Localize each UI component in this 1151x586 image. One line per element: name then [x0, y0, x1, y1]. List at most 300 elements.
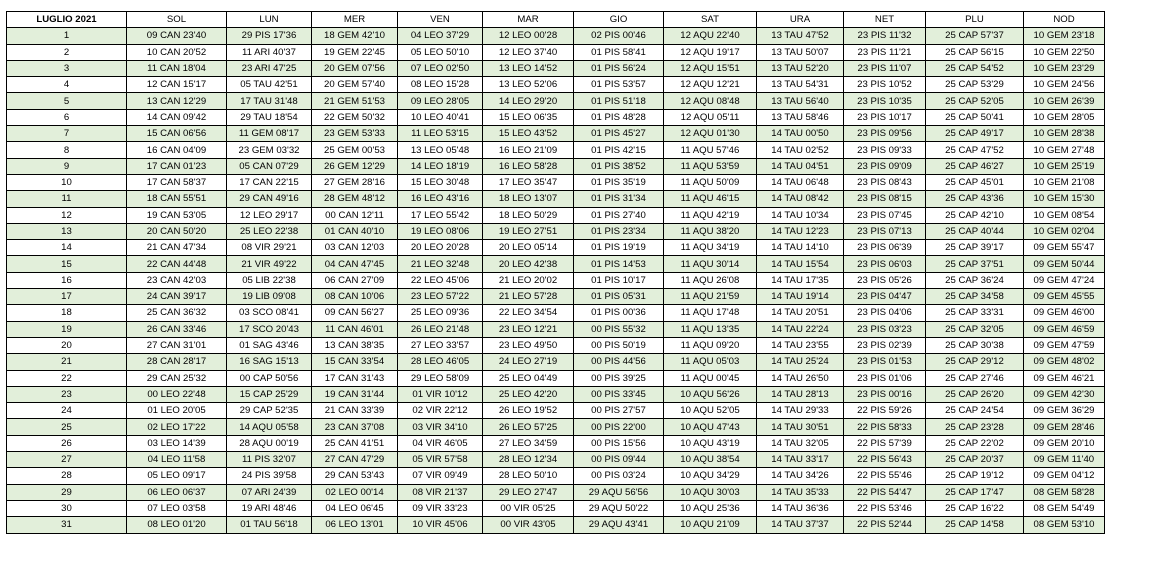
- table-cell[interactable]: 15 CAN 33'54: [312, 354, 398, 370]
- table-cell[interactable]: 17 CAN 58'37: [127, 174, 227, 190]
- header-ven[interactable]: VEN: [398, 12, 483, 28]
- table-cell[interactable]: 18 LEO 13'07: [483, 191, 574, 207]
- day-cell[interactable]: 30: [7, 500, 127, 516]
- day-cell[interactable]: 31: [7, 517, 127, 533]
- table-cell[interactable]: 16 SAG 15'13: [227, 354, 312, 370]
- table-cell[interactable]: 01 PIS 53'57: [574, 77, 664, 93]
- table-cell[interactable]: 29 CAN 53'43: [312, 468, 398, 484]
- table-cell[interactable]: 13 CAN 38'35: [312, 337, 398, 353]
- table-cell[interactable]: 25 CAP 23'28: [926, 419, 1024, 435]
- table-cell[interactable]: 14 TAU 12'23: [757, 223, 844, 239]
- table-cell[interactable]: 14 AQU 05'58: [227, 419, 312, 435]
- table-cell[interactable]: 00 PIS 44'56: [574, 354, 664, 370]
- table-cell[interactable]: 21 CAN 47'34: [127, 240, 227, 256]
- day-cell[interactable]: 15: [7, 256, 127, 272]
- table-cell[interactable]: 10 GEM 28'05: [1024, 109, 1105, 125]
- table-cell[interactable]: 25 CAN 36'32: [127, 305, 227, 321]
- day-cell[interactable]: 27: [7, 452, 127, 468]
- table-cell[interactable]: 23 PIS 04'47: [844, 289, 926, 305]
- table-cell[interactable]: 25 CAP 32'05: [926, 321, 1024, 337]
- day-cell[interactable]: 14: [7, 240, 127, 256]
- table-cell[interactable]: 07 ARI 24'39: [227, 484, 312, 500]
- table-cell[interactable]: 12 LEO 37'40: [483, 44, 574, 60]
- table-cell[interactable]: 25 CAP 26'20: [926, 386, 1024, 402]
- table-cell[interactable]: 11 AQU 38'20: [664, 223, 757, 239]
- table-cell[interactable]: 01 PIS 10'17: [574, 272, 664, 288]
- table-cell[interactable]: 10 GEM 22'50: [1024, 44, 1105, 60]
- header-ura[interactable]: URA: [757, 12, 844, 28]
- table-cell[interactable]: 23 PIS 09'09: [844, 158, 926, 174]
- table-cell[interactable]: 17 CAN 01'23: [127, 158, 227, 174]
- table-cell[interactable]: 01 SAG 43'46: [227, 337, 312, 353]
- table-cell[interactable]: 25 CAP 29'12: [926, 354, 1024, 370]
- table-cell[interactable]: 23 LEO 12'21: [483, 321, 574, 337]
- table-cell[interactable]: 19 LEO 27'51: [483, 223, 574, 239]
- day-cell[interactable]: 28: [7, 468, 127, 484]
- table-cell[interactable]: 14 LEO 18'19: [398, 158, 483, 174]
- table-cell[interactable]: 22 LEO 34'54: [483, 305, 574, 321]
- day-cell[interactable]: 2: [7, 44, 127, 60]
- table-cell[interactable]: 21 CAN 33'39: [312, 403, 398, 419]
- table-cell[interactable]: 01 PIS 14'53: [574, 256, 664, 272]
- table-cell[interactable]: 25 CAP 36'24: [926, 272, 1024, 288]
- table-cell[interactable]: 01 CAN 40'10: [312, 223, 398, 239]
- table-cell[interactable]: 23 PIS 04'06: [844, 305, 926, 321]
- day-cell[interactable]: 18: [7, 305, 127, 321]
- table-cell[interactable]: 23 PIS 11'21: [844, 44, 926, 60]
- table-cell[interactable]: 02 LEO 00'14: [312, 484, 398, 500]
- table-cell[interactable]: 23 GEM 03'32: [227, 142, 312, 158]
- day-cell[interactable]: 17: [7, 289, 127, 305]
- table-cell[interactable]: 19 ARI 48'46: [227, 500, 312, 516]
- table-cell[interactable]: 09 VIR 33'23: [398, 500, 483, 516]
- table-cell[interactable]: 23 ARI 47'25: [227, 60, 312, 76]
- table-cell[interactable]: 00 VIR 43'05: [483, 517, 574, 533]
- table-cell[interactable]: 00 PIS 09'44: [574, 452, 664, 468]
- table-cell[interactable]: 05 LEO 50'10: [398, 44, 483, 60]
- table-cell[interactable]: 25 CAP 45'01: [926, 174, 1024, 190]
- day-cell[interactable]: 10: [7, 174, 127, 190]
- table-cell[interactable]: 11 AQU 05'03: [664, 354, 757, 370]
- table-cell[interactable]: 10 GEM 21'08: [1024, 174, 1105, 190]
- table-cell[interactable]: 28 LEO 46'05: [398, 354, 483, 370]
- day-cell[interactable]: 1: [7, 28, 127, 44]
- table-cell[interactable]: 17 SCO 20'43: [227, 321, 312, 337]
- table-cell[interactable]: 08 GEM 54'49: [1024, 500, 1105, 516]
- table-cell[interactable]: 09 GEM 20'10: [1024, 435, 1105, 451]
- table-cell[interactable]: 09 GEM 47'59: [1024, 337, 1105, 353]
- day-cell[interactable]: 29: [7, 484, 127, 500]
- table-cell[interactable]: 28 LEO 12'34: [483, 452, 574, 468]
- table-cell[interactable]: 01 PIS 05'31: [574, 289, 664, 305]
- table-cell[interactable]: 13 TAU 54'31: [757, 77, 844, 93]
- table-cell[interactable]: 23 PIS 03'23: [844, 321, 926, 337]
- table-cell[interactable]: 11 GEM 08'17: [227, 126, 312, 142]
- table-cell[interactable]: 02 LEO 17'22: [127, 419, 227, 435]
- table-cell[interactable]: 10 LEO 40'41: [398, 109, 483, 125]
- table-cell[interactable]: 11 AQU 21'59: [664, 289, 757, 305]
- table-cell[interactable]: 25 CAP 57'37: [926, 28, 1024, 44]
- table-cell[interactable]: 28 GEM 48'12: [312, 191, 398, 207]
- table-cell[interactable]: 16 LEO 58'28: [483, 158, 574, 174]
- table-cell[interactable]: 19 LIB 09'08: [227, 289, 312, 305]
- table-cell[interactable]: 25 CAP 54'52: [926, 60, 1024, 76]
- table-cell[interactable]: 01 VIR 10'12: [398, 386, 483, 402]
- table-cell[interactable]: 14 TAU 22'24: [757, 321, 844, 337]
- table-cell[interactable]: 24 PIS 39'58: [227, 468, 312, 484]
- table-cell[interactable]: 22 PIS 52'44: [844, 517, 926, 533]
- table-cell[interactable]: 24 LEO 27'19: [483, 354, 574, 370]
- table-cell[interactable]: 15 LEO 06'35: [483, 109, 574, 125]
- table-cell[interactable]: 25 CAP 22'02: [926, 435, 1024, 451]
- table-cell[interactable]: 11 AQU 17'48: [664, 305, 757, 321]
- table-cell[interactable]: 18 LEO 50'29: [483, 207, 574, 223]
- table-cell[interactable]: 25 LEO 22'38: [227, 223, 312, 239]
- table-cell[interactable]: 11 LEO 53'15: [398, 126, 483, 142]
- table-cell[interactable]: 26 LEO 21'48: [398, 321, 483, 337]
- table-cell[interactable]: 28 CAN 28'17: [127, 354, 227, 370]
- table-cell[interactable]: 01 PIS 35'19: [574, 174, 664, 190]
- table-cell[interactable]: 23 PIS 09'56: [844, 126, 926, 142]
- table-cell[interactable]: 25 CAP 49'17: [926, 126, 1024, 142]
- header-mer[interactable]: MER: [312, 12, 398, 28]
- table-cell[interactable]: 04 LEO 37'29: [398, 28, 483, 44]
- table-cell[interactable]: 07 LEO 03'58: [127, 500, 227, 516]
- table-cell[interactable]: 22 PIS 58'33: [844, 419, 926, 435]
- table-cell[interactable]: 11 AQU 00'45: [664, 370, 757, 386]
- table-cell[interactable]: 01 PIS 45'27: [574, 126, 664, 142]
- table-cell[interactable]: 25 CAP 43'36: [926, 191, 1024, 207]
- table-cell[interactable]: 25 CAP 42'10: [926, 207, 1024, 223]
- table-cell[interactable]: 00 LEO 22'48: [127, 386, 227, 402]
- table-cell[interactable]: 10 GEM 08'54: [1024, 207, 1105, 223]
- table-cell[interactable]: 23 PIS 08'15: [844, 191, 926, 207]
- table-cell[interactable]: 20 GEM 57'40: [312, 77, 398, 93]
- table-cell[interactable]: 01 PIS 19'19: [574, 240, 664, 256]
- table-cell[interactable]: 15 LEO 30'48: [398, 174, 483, 190]
- table-cell[interactable]: 09 LEO 28'05: [398, 93, 483, 109]
- day-cell[interactable]: 11: [7, 191, 127, 207]
- table-cell[interactable]: 10 AQU 56'26: [664, 386, 757, 402]
- day-cell[interactable]: 19: [7, 321, 127, 337]
- table-cell[interactable]: 10 GEM 24'56: [1024, 77, 1105, 93]
- table-cell[interactable]: 19 GEM 22'45: [312, 44, 398, 60]
- table-cell[interactable]: 19 CAN 31'44: [312, 386, 398, 402]
- table-cell[interactable]: 25 CAP 39'17: [926, 240, 1024, 256]
- table-cell[interactable]: 28 LEO 50'10: [483, 468, 574, 484]
- table-cell[interactable]: 01 PIS 58'41: [574, 44, 664, 60]
- table-cell[interactable]: 00 PIS 33'45: [574, 386, 664, 402]
- table-cell[interactable]: 21 LEO 32'48: [398, 256, 483, 272]
- table-cell[interactable]: 09 GEM 45'55: [1024, 289, 1105, 305]
- table-cell[interactable]: 23 CAN 37'08: [312, 419, 398, 435]
- table-cell[interactable]: 29 CAN 25'32: [127, 370, 227, 386]
- table-cell[interactable]: 05 CAN 07'29: [227, 158, 312, 174]
- table-cell[interactable]: 06 CAN 27'09: [312, 272, 398, 288]
- table-cell[interactable]: 01 PIS 00'36: [574, 305, 664, 321]
- day-cell[interactable]: 21: [7, 354, 127, 370]
- day-cell[interactable]: 9: [7, 158, 127, 174]
- table-cell[interactable]: 27 CAN 31'01: [127, 337, 227, 353]
- table-cell[interactable]: 21 LEO 57'28: [483, 289, 574, 305]
- table-cell[interactable]: 20 CAN 50'20: [127, 223, 227, 239]
- day-cell[interactable]: 13: [7, 223, 127, 239]
- table-cell[interactable]: 25 CAN 41'51: [312, 435, 398, 451]
- day-cell[interactable]: 25: [7, 419, 127, 435]
- table-cell[interactable]: 13 CAN 12'29: [127, 93, 227, 109]
- table-cell[interactable]: 23 PIS 07'45: [844, 207, 926, 223]
- table-cell[interactable]: 14 TAU 17'35: [757, 272, 844, 288]
- table-cell[interactable]: 25 CAP 24'54: [926, 403, 1024, 419]
- table-cell[interactable]: 25 CAP 14'58: [926, 517, 1024, 533]
- table-cell[interactable]: 11 AQU 09'20: [664, 337, 757, 353]
- table-cell[interactable]: 14 TAU 15'54: [757, 256, 844, 272]
- table-cell[interactable]: 04 LEO 06'45: [312, 500, 398, 516]
- table-cell[interactable]: 14 TAU 25'24: [757, 354, 844, 370]
- table-cell[interactable]: 10 AQU 25'36: [664, 500, 757, 516]
- table-cell[interactable]: 19 LEO 08'06: [398, 223, 483, 239]
- table-cell[interactable]: 29 AQU 56'56: [574, 484, 664, 500]
- table-cell[interactable]: 25 CAP 56'15: [926, 44, 1024, 60]
- day-cell[interactable]: 12: [7, 207, 127, 223]
- table-cell[interactable]: 12 AQU 08'48: [664, 93, 757, 109]
- table-cell[interactable]: 25 CAP 30'38: [926, 337, 1024, 353]
- table-cell[interactable]: 25 LEO 42'20: [483, 386, 574, 402]
- table-cell[interactable]: 05 LEO 09'17: [127, 468, 227, 484]
- table-cell[interactable]: 25 LEO 09'36: [398, 305, 483, 321]
- table-cell[interactable]: 20 LEO 05'14: [483, 240, 574, 256]
- table-cell[interactable]: 25 CAP 20'37: [926, 452, 1024, 468]
- table-cell[interactable]: 11 AQU 46'15: [664, 191, 757, 207]
- table-cell[interactable]: 07 VIR 09'49: [398, 468, 483, 484]
- table-cell[interactable]: 10 GEM 23'29: [1024, 60, 1105, 76]
- table-cell[interactable]: 17 LEO 55'42: [398, 207, 483, 223]
- table-cell[interactable]: 23 CAN 42'03: [127, 272, 227, 288]
- table-cell[interactable]: 14 TAU 33'17: [757, 452, 844, 468]
- table-cell[interactable]: 09 GEM 46'21: [1024, 370, 1105, 386]
- table-cell[interactable]: 11 AQU 57'46: [664, 142, 757, 158]
- table-cell[interactable]: 21 LEO 20'02: [483, 272, 574, 288]
- table-cell[interactable]: 12 AQU 19'17: [664, 44, 757, 60]
- table-cell[interactable]: 14 TAU 35'33: [757, 484, 844, 500]
- table-cell[interactable]: 11 AQU 50'09: [664, 174, 757, 190]
- day-cell[interactable]: 24: [7, 403, 127, 419]
- table-cell[interactable]: 09 CAN 23'40: [127, 28, 227, 44]
- table-cell[interactable]: 11 AQU 42'19: [664, 207, 757, 223]
- table-cell[interactable]: 11 PIS 32'07: [227, 452, 312, 468]
- table-cell[interactable]: 13 TAU 50'07: [757, 44, 844, 60]
- table-cell[interactable]: 18 CAN 55'51: [127, 191, 227, 207]
- table-cell[interactable]: 23 PIS 05'26: [844, 272, 926, 288]
- table-cell[interactable]: 29 TAU 18'54: [227, 109, 312, 125]
- table-cell[interactable]: 25 CAP 27'46: [926, 370, 1024, 386]
- table-cell[interactable]: 20 LEO 42'38: [483, 256, 574, 272]
- table-cell[interactable]: 16 LEO 21'09: [483, 142, 574, 158]
- table-cell[interactable]: 09 GEM 48'02: [1024, 354, 1105, 370]
- table-cell[interactable]: 08 CAN 10'06: [312, 289, 398, 305]
- day-cell[interactable]: 3: [7, 60, 127, 76]
- table-cell[interactable]: 17 TAU 31'48: [227, 93, 312, 109]
- table-cell[interactable]: 18 GEM 42'10: [312, 28, 398, 44]
- table-cell[interactable]: 00 PIS 03'24: [574, 468, 664, 484]
- table-cell[interactable]: 10 AQU 43'19: [664, 435, 757, 451]
- table-cell[interactable]: 15 CAP 25'29: [227, 386, 312, 402]
- table-cell[interactable]: 09 GEM 46'59: [1024, 321, 1105, 337]
- table-cell[interactable]: 11 CAN 46'01: [312, 321, 398, 337]
- table-cell[interactable]: 04 VIR 46'05: [398, 435, 483, 451]
- table-cell[interactable]: 29 CAN 49'16: [227, 191, 312, 207]
- table-cell[interactable]: 25 CAP 19'12: [926, 468, 1024, 484]
- table-cell[interactable]: 29 AQU 50'22: [574, 500, 664, 516]
- table-cell[interactable]: 25 GEM 00'53: [312, 142, 398, 158]
- table-cell[interactable]: 14 TAU 06'48: [757, 174, 844, 190]
- table-cell[interactable]: 10 VIR 45'06: [398, 517, 483, 533]
- day-cell[interactable]: 6: [7, 109, 127, 125]
- table-cell[interactable]: 09 GEM 11'40: [1024, 452, 1105, 468]
- table-cell[interactable]: 23 PIS 11'32: [844, 28, 926, 44]
- table-cell[interactable]: 25 CAP 52'05: [926, 93, 1024, 109]
- table-cell[interactable]: 13 TAU 56'40: [757, 93, 844, 109]
- table-cell[interactable]: 14 TAU 28'13: [757, 386, 844, 402]
- table-cell[interactable]: 00 CAP 50'56: [227, 370, 312, 386]
- table-cell[interactable]: 12 CAN 15'17: [127, 77, 227, 93]
- header-sat[interactable]: SAT: [664, 12, 757, 28]
- table-cell[interactable]: 00 PIS 27'57: [574, 403, 664, 419]
- table-cell[interactable]: 01 PIS 42'15: [574, 142, 664, 158]
- table-cell[interactable]: 22 PIS 57'39: [844, 435, 926, 451]
- table-cell[interactable]: 03 SCO 08'41: [227, 305, 312, 321]
- table-cell[interactable]: 07 LEO 02'50: [398, 60, 483, 76]
- table-cell[interactable]: 11 AQU 34'19: [664, 240, 757, 256]
- table-cell[interactable]: 12 AQU 15'51: [664, 60, 757, 76]
- header-mar[interactable]: MAR: [483, 12, 574, 28]
- table-cell[interactable]: 09 GEM 36'29: [1024, 403, 1105, 419]
- table-cell[interactable]: 01 PIS 23'34: [574, 223, 664, 239]
- table-cell[interactable]: 11 CAN 18'04: [127, 60, 227, 76]
- table-cell[interactable]: 00 PIS 55'32: [574, 321, 664, 337]
- table-cell[interactable]: 25 CAP 50'41: [926, 109, 1024, 125]
- table-cell[interactable]: 14 TAU 29'33: [757, 403, 844, 419]
- table-cell[interactable]: 05 TAU 42'51: [227, 77, 312, 93]
- table-cell[interactable]: 27 LEO 34'59: [483, 435, 574, 451]
- table-cell[interactable]: 10 GEM 15'30: [1024, 191, 1105, 207]
- table-cell[interactable]: 12 AQU 12'21: [664, 77, 757, 93]
- table-cell[interactable]: 16 CAN 04'09: [127, 142, 227, 158]
- table-cell[interactable]: 13 LEO 14'52: [483, 60, 574, 76]
- table-cell[interactable]: 09 GEM 04'12: [1024, 468, 1105, 484]
- header-sol[interactable]: SOL: [127, 12, 227, 28]
- table-cell[interactable]: 17 LEO 35'47: [483, 174, 574, 190]
- table-cell[interactable]: 17 CAN 22'15: [227, 174, 312, 190]
- table-cell[interactable]: 23 PIS 00'16: [844, 386, 926, 402]
- table-cell[interactable]: 01 PIS 51'18: [574, 93, 664, 109]
- table-cell[interactable]: 01 PIS 27'40: [574, 207, 664, 223]
- table-cell[interactable]: 00 VIR 05'25: [483, 500, 574, 516]
- table-cell[interactable]: 06 LEO 13'01: [312, 517, 398, 533]
- table-cell[interactable]: 11 AQU 13'35: [664, 321, 757, 337]
- table-cell[interactable]: 14 TAU 20'51: [757, 305, 844, 321]
- header-nod[interactable]: NOD: [1024, 12, 1105, 28]
- header-net[interactable]: NET: [844, 12, 926, 28]
- day-cell[interactable]: 4: [7, 77, 127, 93]
- table-cell[interactable]: 01 PIS 56'24: [574, 60, 664, 76]
- table-cell[interactable]: 23 PIS 10'52: [844, 77, 926, 93]
- table-cell[interactable]: 14 TAU 10'34: [757, 207, 844, 223]
- table-cell[interactable]: 23 GEM 53'33: [312, 126, 398, 142]
- table-cell[interactable]: 10 AQU 34'29: [664, 468, 757, 484]
- table-cell[interactable]: 14 TAU 32'05: [757, 435, 844, 451]
- table-cell[interactable]: 10 GEM 02'04: [1024, 223, 1105, 239]
- header-month[interactable]: LUGLIO 2021: [7, 12, 127, 28]
- table-cell[interactable]: 10 GEM 27'48: [1024, 142, 1105, 158]
- table-cell[interactable]: 00 PIS 50'19: [574, 337, 664, 353]
- table-cell[interactable]: 12 AQU 01'30: [664, 126, 757, 142]
- table-cell[interactable]: 09 GEM 47'24: [1024, 272, 1105, 288]
- table-cell[interactable]: 00 CAN 12'11: [312, 207, 398, 223]
- table-cell[interactable]: 23 PIS 01'53: [844, 354, 926, 370]
- table-cell[interactable]: 03 CAN 12'03: [312, 240, 398, 256]
- table-cell[interactable]: 08 VIR 29'21: [227, 240, 312, 256]
- day-cell[interactable]: 7: [7, 126, 127, 142]
- table-cell[interactable]: 10 GEM 26'39: [1024, 93, 1105, 109]
- table-cell[interactable]: 23 LEO 57'22: [398, 289, 483, 305]
- table-cell[interactable]: 09 GEM 46'00: [1024, 305, 1105, 321]
- table-cell[interactable]: 23 PIS 01'06: [844, 370, 926, 386]
- table-cell[interactable]: 13 LEO 52'06: [483, 77, 574, 93]
- table-cell[interactable]: 08 VIR 21'37: [398, 484, 483, 500]
- table-cell[interactable]: 01 LEO 20'05: [127, 403, 227, 419]
- table-cell[interactable]: 23 PIS 08'43: [844, 174, 926, 190]
- table-cell[interactable]: 29 PIS 17'36: [227, 28, 312, 44]
- table-cell[interactable]: 13 TAU 52'20: [757, 60, 844, 76]
- table-cell[interactable]: 14 TAU 37'37: [757, 517, 844, 533]
- table-cell[interactable]: 23 PIS 11'07: [844, 60, 926, 76]
- day-cell[interactable]: 22: [7, 370, 127, 386]
- table-cell[interactable]: 08 GEM 53'10: [1024, 517, 1105, 533]
- table-cell[interactable]: 22 LEO 45'06: [398, 272, 483, 288]
- table-cell[interactable]: 27 GEM 28'16: [312, 174, 398, 190]
- table-cell[interactable]: 20 GEM 07'56: [312, 60, 398, 76]
- day-cell[interactable]: 8: [7, 142, 127, 158]
- table-cell[interactable]: 05 VIR 57'58: [398, 452, 483, 468]
- table-cell[interactable]: 03 VIR 34'10: [398, 419, 483, 435]
- table-cell[interactable]: 09 CAN 56'27: [312, 305, 398, 321]
- table-cell[interactable]: 11 AQU 26'08: [664, 272, 757, 288]
- table-cell[interactable]: 12 LEO 29'17: [227, 207, 312, 223]
- table-cell[interactable]: 25 CAP 53'29: [926, 77, 1024, 93]
- table-cell[interactable]: 00 PIS 39'25: [574, 370, 664, 386]
- day-cell[interactable]: 26: [7, 435, 127, 451]
- table-cell[interactable]: 23 LEO 49'50: [483, 337, 574, 353]
- table-cell[interactable]: 02 VIR 22'12: [398, 403, 483, 419]
- table-cell[interactable]: 00 PIS 22'00: [574, 419, 664, 435]
- table-cell[interactable]: 12 AQU 22'40: [664, 28, 757, 44]
- table-cell[interactable]: 14 TAU 14'10: [757, 240, 844, 256]
- table-cell[interactable]: 22 PIS 56'43: [844, 452, 926, 468]
- table-cell[interactable]: 20 LEO 20'28: [398, 240, 483, 256]
- table-cell[interactable]: 22 PIS 53'46: [844, 500, 926, 516]
- table-cell[interactable]: 21 VIR 49'22: [227, 256, 312, 272]
- table-cell[interactable]: 14 TAU 23'55: [757, 337, 844, 353]
- table-cell[interactable]: 25 CAP 33'31: [926, 305, 1024, 321]
- table-cell[interactable]: 11 AQU 53'59: [664, 158, 757, 174]
- table-cell[interactable]: 29 LEO 58'09: [398, 370, 483, 386]
- table-cell[interactable]: 15 CAN 06'56: [127, 126, 227, 142]
- table-cell[interactable]: 13 LEO 05'48: [398, 142, 483, 158]
- table-cell[interactable]: 23 PIS 10'17: [844, 109, 926, 125]
- table-cell[interactable]: 17 CAN 31'43: [312, 370, 398, 386]
- table-cell[interactable]: 25 CAP 46'27: [926, 158, 1024, 174]
